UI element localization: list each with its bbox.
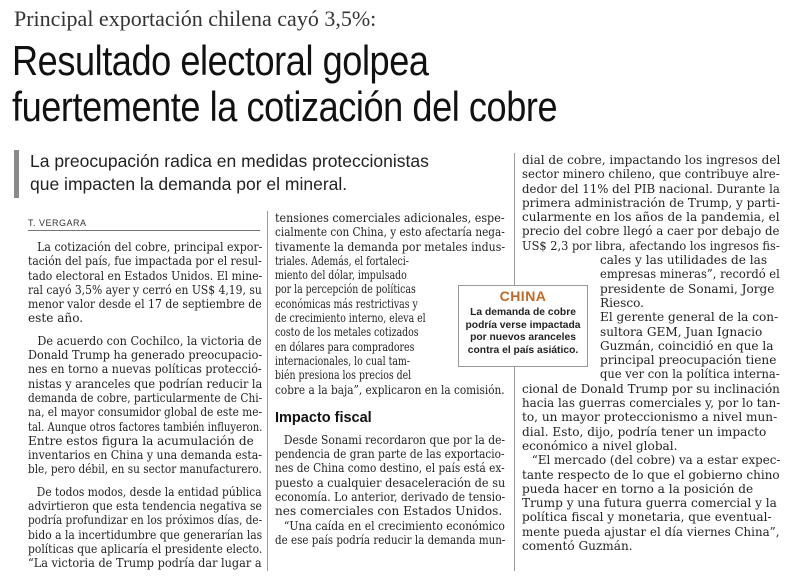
text-line: precio del cobre llegó a caer por debajo de (522, 224, 780, 239)
text-line: cularmente en los años de la pandemia, el (522, 210, 780, 225)
text-line: Donald Trump ha generado preocupacio- (28, 348, 263, 363)
text-line: ble, pero débil, en su sector manufacturero. (28, 462, 262, 477)
subhead-impacto-fiscal: Impacto fiscal (275, 409, 372, 426)
text-line: bido a la incertidumbre que generarían las (28, 527, 263, 542)
text-line: cialmente con China, y esto afectaría nega- (275, 225, 505, 240)
paragraph-gap (28, 326, 262, 334)
text-line: por la percepción de políticas (275, 282, 416, 297)
text-line: pendencia de gran parte de las exportacio- (275, 447, 505, 462)
text-line: tado electoral en Estados Unidos. El mine- (28, 268, 263, 283)
text-line: nistas y aranceles que podrían reducir la (28, 376, 263, 391)
text-line: Riesco. (600, 295, 645, 310)
text-line: presidente de Sonami, Jorge (600, 281, 775, 296)
text-line: bién presiona los precios del (275, 368, 412, 383)
text-line: tación del país, fue impactada por el resul- (28, 254, 262, 269)
kicker: Principal exportación chilena cayó 3,5%: (14, 6, 377, 31)
text-line: inventarios en China y una demanda esta- (28, 448, 263, 463)
column-divider-1 (267, 211, 268, 571)
text-line: económicas más restrictivas y (275, 296, 418, 311)
text-line: De todos modos, desde la entidad pública (36, 484, 262, 499)
text-line: “El mercado (del cobre) va a estar expec- (531, 453, 781, 468)
sidebox-text (459, 307, 587, 357)
byline-divider (28, 230, 260, 231)
deck-line-1: La preocupación radica en medidas proteccionistas (30, 151, 429, 171)
sidebox-line: La demanda de cobre (470, 307, 576, 318)
headline-line-1: Resultado electoral golpea (12, 37, 429, 84)
deck (30, 150, 520, 196)
text-line: podría profundizar en los próximos días, de- (28, 513, 263, 528)
text-line: comentó Guzmán. (522, 539, 633, 554)
text-line: US$ 2,3 por libra, afectando los ingresos fis- (522, 238, 780, 253)
text-line: miento del dólar, impulsado (275, 268, 407, 283)
sidebox-title: CHINA (499, 288, 547, 304)
text-line: Guzmán, coincidió en que la (600, 338, 774, 353)
china-sidebox (458, 285, 588, 367)
text-line: na, el mayor consumidor global de este me- (28, 405, 263, 420)
text-line: política fiscal y monetaria, que eventual- (522, 510, 772, 525)
text-line: dedor del 11% del PIB nacional. Durante la (522, 181, 780, 196)
text-line: principal preocupación tiene (600, 353, 777, 368)
text-line: sector minero chileno, que contribuye alre- (522, 167, 780, 182)
text-line: tal. Aunque otros factores también influyeron. (28, 419, 263, 434)
text-line: este año. (28, 311, 84, 326)
text-line: pueda hacer en torno a la posición de (522, 481, 754, 496)
sidebox-line: por nuevos aranceles (470, 332, 576, 344)
text-line: mente pueda ajustar el día viernes China”, (522, 524, 780, 539)
sidebox-line: podría verse impactada (465, 319, 581, 331)
text-line: demanda de cobre, particularmente de Chi- (28, 390, 263, 405)
article-column-2 (275, 211, 505, 547)
text-line: en dólares para compradores (275, 339, 415, 354)
text-line: La cotización del cobre, principal expor- (37, 240, 263, 254)
text-line: to, un mayor proteccionismo a nivel mun- (522, 410, 778, 425)
text-line: dial. Esto, dijo, podría tener un impacto (522, 424, 767, 439)
text-line: cales y las utilidades de las (600, 253, 768, 268)
text-line: que ver con la política interna- (600, 367, 780, 382)
headline (12, 38, 782, 130)
headline-line-2: fuertemente la cotización del cobre (12, 83, 558, 130)
text-line: tensiones comerciales adicionales, espe- (275, 211, 505, 225)
deck-accent-bar (14, 150, 19, 198)
text-line: costo de los metales cotizados (275, 325, 419, 340)
text-line: económico a nivel global. (522, 438, 678, 453)
text-line: De acuerdo con Cochilco, la victoria de (37, 333, 262, 348)
byline: T. VERGARA (28, 218, 87, 228)
text-line: cobre a la baja”, explicaron en la comisión. (275, 382, 505, 397)
text-line: internacionales, lo cual tam- (275, 353, 410, 368)
text-line: tante respecto de lo que el gobierno chino (522, 467, 780, 482)
deck-line-2: que impacten la demanda por el mineral. (30, 174, 348, 194)
text-line: menor valor desde el 17 de septiembre de (28, 297, 262, 312)
text-line: cional de Donald Trump por su inclinación (522, 381, 780, 396)
text-line: Desde Sonami recordaron que por la de- (283, 432, 506, 447)
text-line: Trump y una futura guerra comercial y la (522, 496, 777, 511)
text-line: “Una caída en el crecimiento económico (283, 518, 505, 533)
column-2-text-bottom (275, 433, 505, 547)
text-line: El gerente general de la con- (600, 310, 779, 325)
text-line: ral cayó 3,5% ayer y cerró en US$ 4,19, su (28, 282, 262, 297)
text-line: primera administración de Trump, y parti- (522, 195, 780, 210)
text-line: nes comerciales con Estados Unidos. (275, 504, 503, 519)
text-line: Entre estos figura la acumulación de (28, 433, 254, 448)
article-column-1 (28, 240, 262, 571)
paragraph-gap (28, 477, 262, 485)
text-line: empresas mineras”, recordó el (600, 267, 780, 282)
text-line: políticas que aplicaría el presidente electo. (28, 541, 263, 556)
text-line: hacia las guerras comerciales y, por lo tan- (522, 396, 781, 411)
text-line: tivamente la demanda por metales indus- (275, 239, 506, 254)
text-line: economía. Lo anterior, derivado de tensio- (275, 490, 506, 505)
text-line: nes en torno a nuevas políticas protecció- (28, 362, 262, 377)
text-line: advirtieron que esta tendencia negativa se (28, 499, 262, 514)
text-line: de crecimiento interno, eleva el (275, 311, 426, 326)
text-line: “La victoria de Trump podría dar lugar a (28, 556, 262, 571)
text-line: de ese país podría reducir la demanda mun- (275, 532, 506, 547)
text-line: puesto a cualquier desaceleración de su (275, 475, 506, 490)
sidebox-line: contra el país asiático. (467, 344, 579, 356)
text-line: dial de cobre, impactando los ingresos del (522, 153, 781, 167)
text-line: triales. Además, el fortaleci- (275, 253, 409, 268)
text-line: nes de China como destino, el país está ex- (275, 461, 505, 476)
text-line: sultora GEM, Juan Ignacio (600, 324, 763, 339)
